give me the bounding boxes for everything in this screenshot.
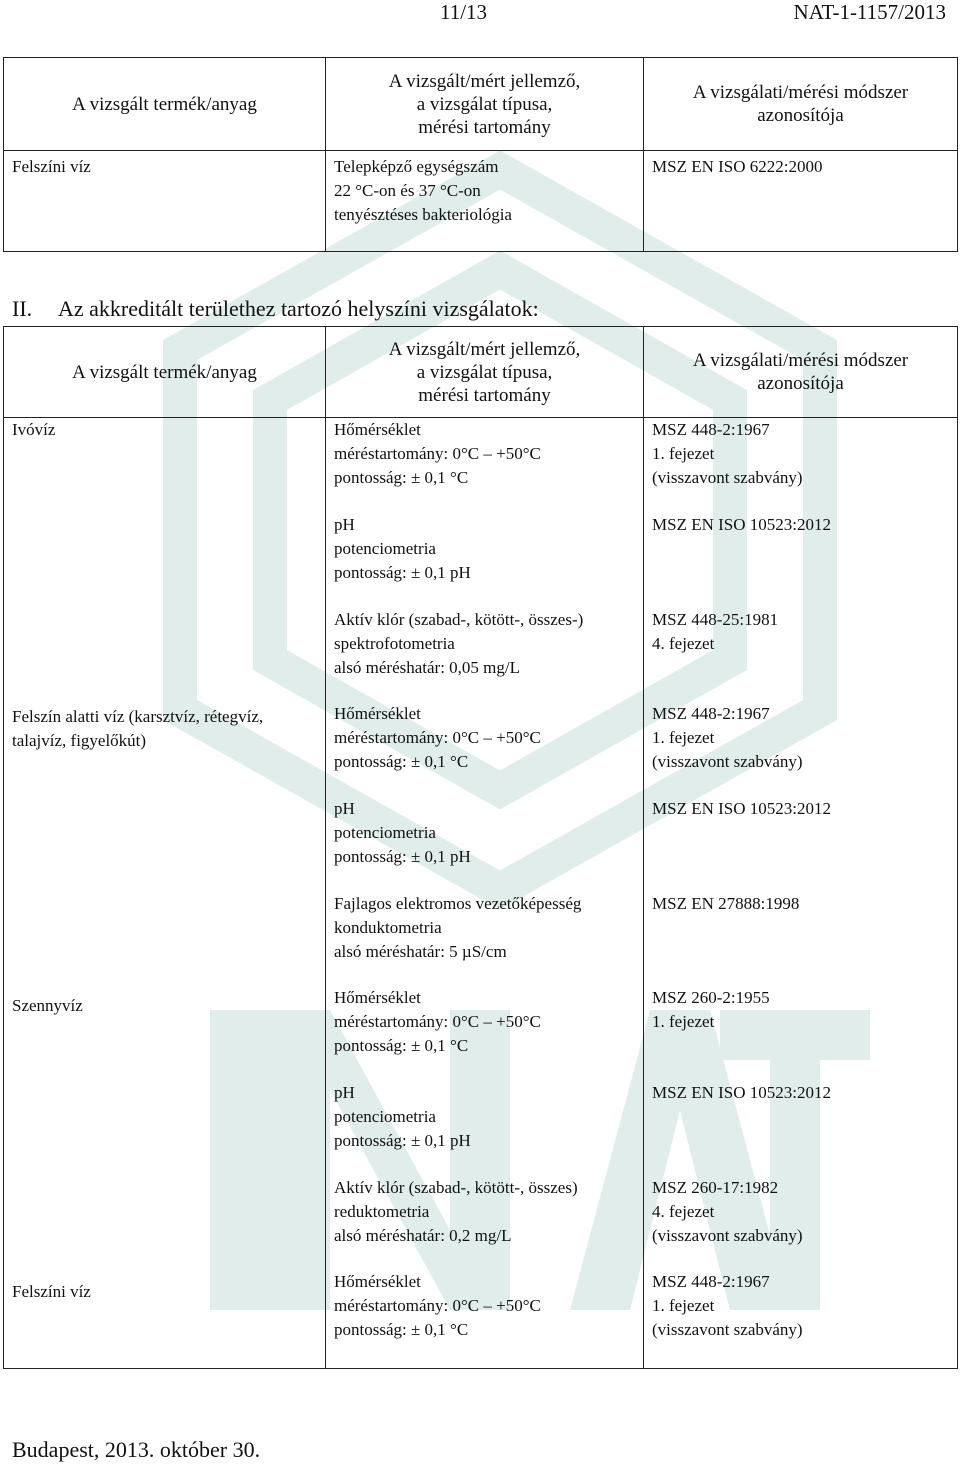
method-entry: MSZ EN ISO 10523:2012 [652,1083,831,1102]
property-entry: Hőmérséklet méréstartomány: 0°C – +50°C pontosság: ± 0,1 °C [334,1272,541,1339]
table-row [4,418,958,1369]
product-felszini: Felszíni víz [12,1282,91,1301]
product-cell: Felszíni víz [4,151,326,252]
method-entry: MSZ EN ISO 10523:2012 [652,799,831,818]
method-entry: MSZ 448-2:1967 1. fejezet (visszavont szabvány) [652,1272,803,1339]
product-felszin-alatti: Felszín alatti víz (karsztvíz, rétegvíz, talajvíz, figyelőkút) [12,707,264,750]
property-entry: Hőmérséklet méréstartomány: 0°C – +50°C pontosság: ± 0,1 °C [334,704,541,771]
product-szennyviz: Szennyvíz [12,996,83,1015]
property-entry: Hőmérséklet méréstartomány: 0°C – +50°C pontosság: ± 0,1 °C [334,420,541,487]
document-code: NAT-1-1157/2013 [793,0,946,24]
property-entry: Aktív klór (szabad-, kötött-, összes-) spektrofotometria alsó méréshatár: 0,05 mg/L [334,610,584,677]
header-property: A vizsgált/mért jellemző, a vizsgálat típusa, mérési tartomány [326,58,644,151]
property-entry: Aktív klór (szabad-, kötött-, összes) reduktometria alsó méréshatár: 0,2 mg/L [334,1178,578,1245]
method-cell: MSZ EN ISO 6222:2000 [644,151,958,252]
section-number: II. [12,296,33,321]
method-entry: MSZ EN 27888:1998 [652,894,800,913]
table-header-row [4,58,958,151]
table-onsite [3,326,958,1369]
property-entry: pH potenciometria pontosság: ± 0,1 pH [334,1083,471,1150]
product-ivoviz: Ivóvíz [12,420,56,439]
method-entry: MSZ 448-2:1967 1. fejezet (visszavont szabvány) [652,420,803,487]
method-entry: MSZ 260-2:1955 1. fejezet [652,988,770,1031]
property-cell [326,418,644,1369]
property-entry: Hőmérséklet méréstartomány: 0°C – +50°C pontosság: ± 0,1 °C [334,988,541,1055]
property-entry: pH potenciometria pontosság: ± 0,1 pH [334,515,471,582]
property-entry: Fajlagos elektromos vezetőképesség konduktometria alsó méréshatár: 5 µS/cm [334,894,582,961]
method-entry: MSZ 448-2:1967 1. fejezet (visszavont szabvány) [652,704,803,771]
header-method: A vizsgálati/mérési módszer azonosítója [644,58,958,151]
header-method: A vizsgálati/mérési módszer azonosítója [644,327,958,418]
property-entry: pH potenciometria pontosság: ± 0,1 pH [334,799,471,866]
section-heading [12,296,539,322]
property-cell: Telepképző egységszám 22 °C-on és 37 °C-on tenyésztéses bakteriológia [326,151,644,252]
product-cell [4,418,326,1369]
table-laboratory [3,57,958,252]
header-product: A vizsgált termék/anyag [4,58,326,151]
header-property: A vizsgált/mért jellemző, a vizsgálat típusa, mérési tartomány [326,327,644,418]
section-title: Az akkreditált területhez tartozó helyszíni vizsgálatok: [58,296,539,321]
header-product: A vizsgált termék/anyag [4,327,326,418]
method-entry: MSZ 260-17:1982 4. fejezet (visszavont szabvány) [652,1178,803,1245]
method-entry: MSZ EN ISO 10523:2012 [652,515,831,534]
table-header-row [4,327,958,418]
footer-date: Budapest, 2013. október 30. [12,1437,261,1462]
method-cell [644,418,958,1369]
table-row [4,151,958,252]
method-entry: MSZ 448-25:1981 4. fejezet [652,610,779,653]
page-number: 11/13 [440,0,488,24]
